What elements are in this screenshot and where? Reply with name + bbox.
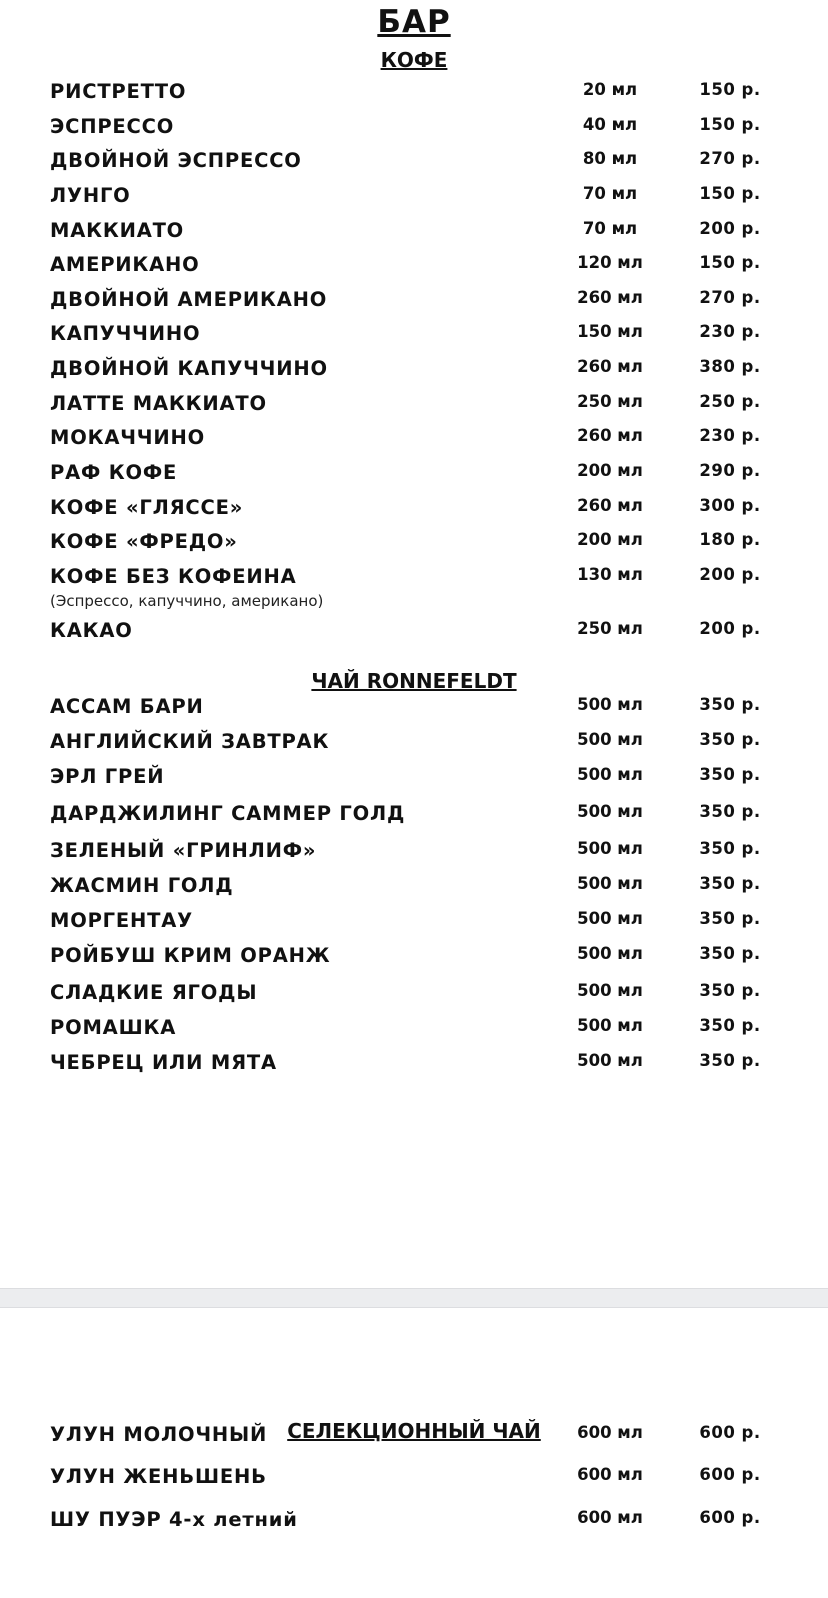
item-name: МАККИАТО	[50, 219, 185, 242]
item-name: ЭРЛ ГРЕЙ	[50, 765, 165, 788]
item-name: КАПУЧЧИНО	[50, 322, 201, 345]
item-volume: 600 мл	[577, 1465, 643, 1484]
menu-item	[0, 981, 828, 1011]
item-price: 350 р.	[699, 944, 761, 963]
item-price: 350 р.	[699, 874, 761, 893]
item-name: КОФЕ «ФРЕДО»	[50, 530, 238, 553]
item-name: ДВОЙНОЙ КАПУЧЧИНО	[50, 357, 328, 380]
item-price: 380 р.	[699, 357, 761, 376]
item-volume: 200 мл	[577, 530, 643, 549]
menu-item	[0, 730, 828, 760]
item-name: РОЙБУШ КРИМ ОРАНЖ	[50, 944, 331, 967]
menu-item	[0, 322, 828, 352]
item-price: 600 р.	[699, 1423, 761, 1442]
item-price: 350 р.	[699, 1051, 761, 1070]
item-name: МОРГЕНТАУ	[50, 909, 193, 932]
menu-item	[0, 288, 828, 318]
item-volume: 120 мл	[577, 253, 643, 272]
item-name: ЭСПРЕССО	[50, 115, 175, 138]
item-volume: 500 мл	[577, 1016, 643, 1035]
menu-item	[0, 530, 828, 560]
menu-item	[0, 357, 828, 387]
item-name: РОМАШКА	[50, 1016, 177, 1039]
item-name: КОФЕ «ГЛЯССЕ»	[50, 496, 244, 519]
menu-item	[0, 253, 828, 283]
item-price: 350 р.	[699, 981, 761, 1000]
item-price: 600 р.	[699, 1508, 761, 1527]
menu-item	[0, 80, 828, 110]
item-price: 350 р.	[699, 839, 761, 858]
item-volume: 130 мл	[577, 565, 643, 584]
item-volume: 500 мл	[577, 730, 643, 749]
item-name: АНГЛИЙСКИЙ ЗАВТРАК	[50, 730, 330, 753]
item-volume: 260 мл	[577, 288, 643, 307]
menu-item	[0, 565, 828, 610]
item-volume: 500 мл	[577, 1051, 643, 1070]
menu-item	[0, 695, 828, 725]
item-volume: 600 мл	[577, 1423, 643, 1442]
item-volume: 70 мл	[582, 219, 638, 238]
tea-section-title: ЧАЙ RONNEFELDT	[311, 669, 517, 693]
item-name: ДВОЙНОЙ АМЕРИКАНО	[50, 288, 328, 311]
item-price: 200 р.	[699, 619, 761, 638]
item-volume: 500 мл	[577, 981, 643, 1000]
item-price: 350 р.	[699, 802, 761, 821]
menu-item	[0, 219, 828, 249]
menu-item	[0, 619, 828, 649]
item-volume: 500 мл	[577, 944, 643, 963]
item-volume: 260 мл	[577, 426, 643, 445]
item-volume: 500 мл	[577, 839, 643, 858]
item-volume: 150 мл	[577, 322, 643, 341]
item-name: УЛУН МОЛОЧНЫЙ	[50, 1423, 268, 1446]
item-price: 350 р.	[699, 695, 761, 714]
item-volume: 500 мл	[577, 874, 643, 893]
item-price: 350 р.	[699, 730, 761, 749]
item-name: АМЕРИКАНО	[50, 253, 200, 276]
item-volume: 500 мл	[577, 765, 643, 784]
menu-item	[0, 496, 828, 526]
item-price: 200 р.	[699, 565, 761, 584]
menu-item	[0, 1508, 828, 1538]
item-volume: 20 мл	[582, 80, 638, 99]
menu-item	[0, 115, 828, 145]
menu-item	[0, 802, 828, 832]
item-price: 230 р.	[699, 426, 761, 445]
menu-item	[0, 426, 828, 456]
item-price: 150 р.	[699, 253, 761, 272]
item-name: ДАРДЖИЛИНГ САММЕР ГОЛД	[50, 802, 406, 825]
item-price: 350 р.	[699, 1016, 761, 1035]
item-price: 150 р.	[699, 80, 761, 99]
menu-item	[0, 184, 828, 214]
item-volume: 260 мл	[577, 496, 643, 515]
item-volume: 260 мл	[577, 357, 643, 376]
item-price: 300 р.	[699, 496, 761, 515]
item-name: СЛАДКИЕ ЯГОДЫ	[50, 981, 258, 1004]
item-name: КОФЕ БЕЗ КОФЕИНА	[50, 565, 297, 588]
item-volume: 500 мл	[577, 909, 643, 928]
item-price: 600 р.	[699, 1465, 761, 1484]
menu-item	[0, 149, 828, 179]
item-price: 150 р.	[699, 184, 761, 203]
item-volume: 200 мл	[577, 461, 643, 480]
menu-item	[0, 909, 828, 939]
item-price: 150 р.	[699, 115, 761, 134]
menu-page-2	[0, 1308, 828, 1598]
item-name: РАФ КОФЕ	[50, 461, 178, 484]
item-volume: 600 мл	[577, 1508, 643, 1527]
page-divider	[0, 1288, 828, 1308]
item-price: 270 р.	[699, 149, 761, 168]
menu-item	[0, 1016, 828, 1046]
item-price: 180 р.	[699, 530, 761, 549]
item-name: ШУ ПУЭР 4-х летний	[50, 1508, 298, 1531]
item-volume: 500 мл	[577, 695, 643, 714]
item-price: 350 р.	[699, 909, 761, 928]
item-name: ЧЕБРЕЦ ИЛИ МЯТА	[50, 1051, 277, 1074]
item-volume: 250 мл	[577, 392, 643, 411]
item-volume: 500 мл	[577, 802, 643, 821]
item-name: РИСТРЕТТО	[50, 80, 187, 103]
item-name: ЛАТТЕ МАККИАТО	[50, 392, 267, 415]
item-name: КАКАО	[50, 619, 133, 642]
menu-item	[0, 461, 828, 491]
item-price: 200 р.	[699, 219, 761, 238]
item-volume: 70 мл	[582, 184, 638, 203]
menu-title: БАР	[377, 4, 451, 40]
item-price: 230 р.	[699, 322, 761, 341]
item-name: МОКАЧЧИНО	[50, 426, 205, 449]
menu-item	[0, 392, 828, 422]
item-volume: 80 мл	[582, 149, 638, 168]
coffee-section-title: КОФЕ	[380, 48, 448, 72]
item-name: ЛУНГО	[50, 184, 131, 207]
item-volume: 250 мл	[577, 619, 643, 638]
item-volume: 40 мл	[582, 115, 638, 134]
menu-item	[0, 1423, 828, 1453]
item-name: ДВОЙНОЙ ЭСПРЕССО	[50, 149, 302, 172]
menu-item	[0, 874, 828, 904]
item-name: ЗЕЛЕНЫЙ «ГРИНЛИФ»	[50, 839, 317, 862]
menu-item	[0, 1051, 828, 1081]
item-price: 270 р.	[699, 288, 761, 307]
menu-item	[0, 765, 828, 795]
menu-item	[0, 944, 828, 974]
item-note: (Эспрессо, капуччино, американо)	[50, 592, 324, 610]
item-name: АССАМ БАРИ	[50, 695, 204, 718]
item-price: 350 р.	[699, 765, 761, 784]
menu-item	[0, 1465, 828, 1495]
item-name: УЛУН ЖЕНЬШЕНЬ	[50, 1465, 267, 1488]
item-price: 250 р.	[699, 392, 761, 411]
selection-section-title: СЕЛЕКЦИОННЫЙ ЧАЙ	[287, 1419, 541, 1443]
item-name: ЖАСМИН ГОЛД	[50, 874, 234, 897]
menu-item	[0, 839, 828, 869]
item-price: 290 р.	[699, 461, 761, 480]
